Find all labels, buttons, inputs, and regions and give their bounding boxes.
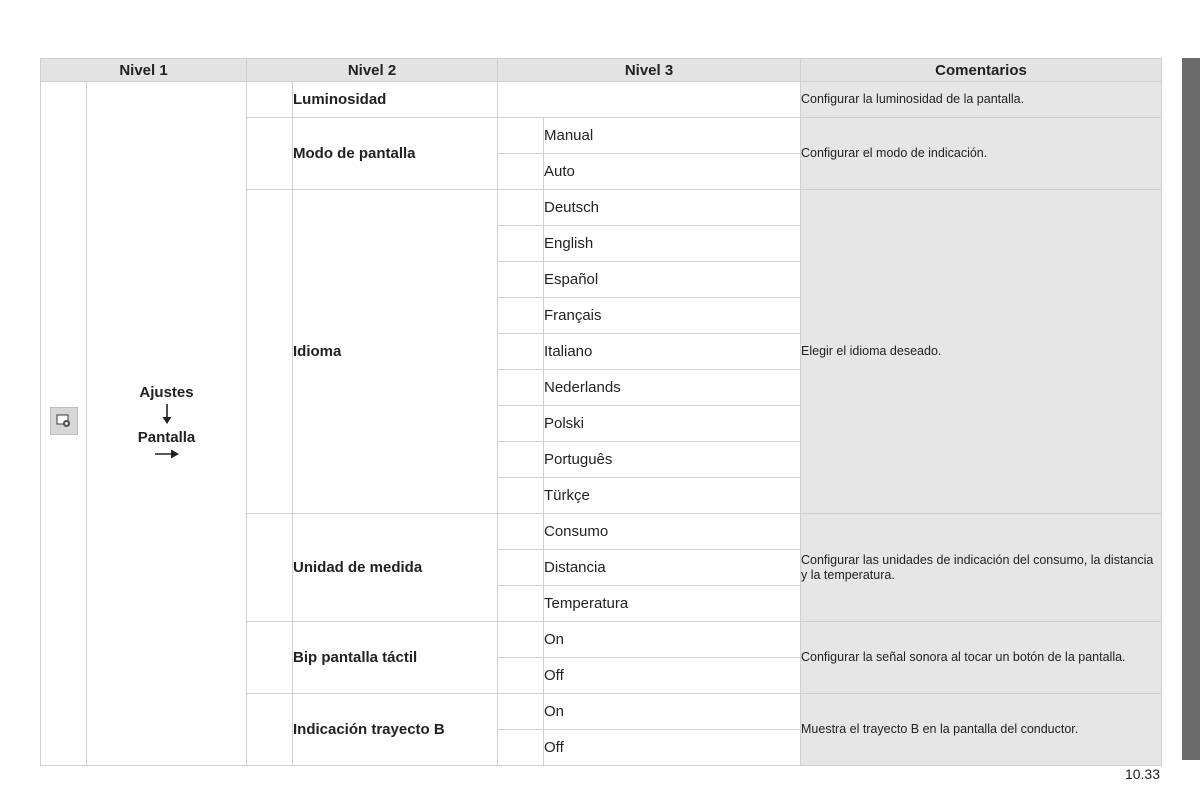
nivel3-spacer <box>498 550 544 586</box>
nivel3-spacer <box>498 190 544 226</box>
option-nederlands: Nederlands <box>544 370 801 406</box>
option-consumo: Consumo <box>544 514 801 550</box>
nivel2-spacer <box>247 514 293 622</box>
nivel2-bip-pantalla: Bip pantalla táctil <box>293 622 498 694</box>
option-trayecto-on: On <box>544 694 801 730</box>
nivel2-spacer <box>247 190 293 514</box>
page-number: 10.33 <box>1124 766 1160 782</box>
nivel2-unidad-medida: Unidad de medida <box>293 514 498 622</box>
option-distancia: Distancia <box>544 550 801 586</box>
option-auto: Auto <box>544 154 801 190</box>
nivel3-spacer <box>498 730 544 766</box>
nivel2-spacer <box>247 622 293 694</box>
comment-bip-pantalla: Configurar la señal sonora al tocar un botón de la pantalla. <box>801 622 1162 694</box>
comment-unidad-medida: Configurar las unidades de indicación del consumo, la distancia y la temperatura. <box>801 514 1162 622</box>
nivel3-spacer <box>498 514 544 550</box>
header-nivel-3: Nivel 3 <box>498 59 801 82</box>
header-nivel-2: Nivel 2 <box>247 59 498 82</box>
option-portugues: Português <box>544 442 801 478</box>
nivel3-spacer <box>498 298 544 334</box>
nivel3-spacer <box>498 442 544 478</box>
nivel3-spacer <box>498 622 544 658</box>
header-nivel-1: Nivel 1 <box>41 59 247 82</box>
option-italiano: Italiano <box>544 334 801 370</box>
nivel3-spacer <box>498 154 544 190</box>
option-manual: Manual <box>544 118 801 154</box>
arrow-down-icon <box>161 403 173 425</box>
option-temperatura: Temperatura <box>544 586 801 622</box>
chapter-side-tab <box>1182 58 1200 760</box>
nivel3-spacer <box>498 406 544 442</box>
comment-trayecto-b: Muestra el trayecto B en la pantalla del conductor. <box>801 694 1162 766</box>
nivel3-spacer <box>498 694 544 730</box>
nivel2-spacer <box>247 82 293 118</box>
option-english: English <box>544 226 801 262</box>
option-polski: Polski <box>544 406 801 442</box>
nivel2-idioma: Idioma <box>293 190 498 514</box>
nivel2-modo-pantalla: Modo de pantalla <box>293 118 498 190</box>
option-turkce: Türkçe <box>544 478 801 514</box>
nivel1-icon-cell <box>41 82 87 766</box>
option-trayecto-off: Off <box>544 730 801 766</box>
option-francais: Français <box>544 298 801 334</box>
nivel2-spacer <box>247 694 293 766</box>
path-ajustes: Ajustes <box>139 383 194 401</box>
table-row <box>41 82 1162 118</box>
settings-menu-table <box>40 58 1162 766</box>
nivel1-path-cell <box>87 82 247 766</box>
nivel3-spacer <box>498 586 544 622</box>
comment-modo-pantalla: Configurar el modo de indicación. <box>801 118 1162 190</box>
nivel3-spacer <box>498 370 544 406</box>
comment-idioma: Elegir el idioma deseado. <box>801 190 1162 514</box>
settings-screen-icon <box>50 407 78 435</box>
header-comentarios: Comentarios <box>801 59 1162 82</box>
arrow-right-icon <box>154 448 180 460</box>
nivel3-spacer <box>498 478 544 514</box>
nivel3-empty <box>498 82 801 118</box>
comment-luminosidad: Configurar la luminosidad de la pantalla. <box>801 82 1162 118</box>
option-deutsch: Deutsch <box>544 190 801 226</box>
nivel3-spacer <box>498 658 544 694</box>
path-pantalla: Pantalla <box>137 428 196 446</box>
nivel2-luminosidad: Luminosidad <box>293 82 498 118</box>
nivel3-spacer <box>498 118 544 154</box>
nivel3-spacer <box>498 334 544 370</box>
option-espanol: Español <box>544 262 801 298</box>
option-bip-on: On <box>544 622 801 658</box>
option-bip-off: Off <box>544 658 801 694</box>
nivel3-spacer <box>498 226 544 262</box>
header-row <box>41 59 1162 82</box>
nivel3-spacer <box>498 262 544 298</box>
nivel2-trayecto-b: Indicación trayecto B <box>293 694 498 766</box>
nivel2-spacer <box>247 118 293 190</box>
